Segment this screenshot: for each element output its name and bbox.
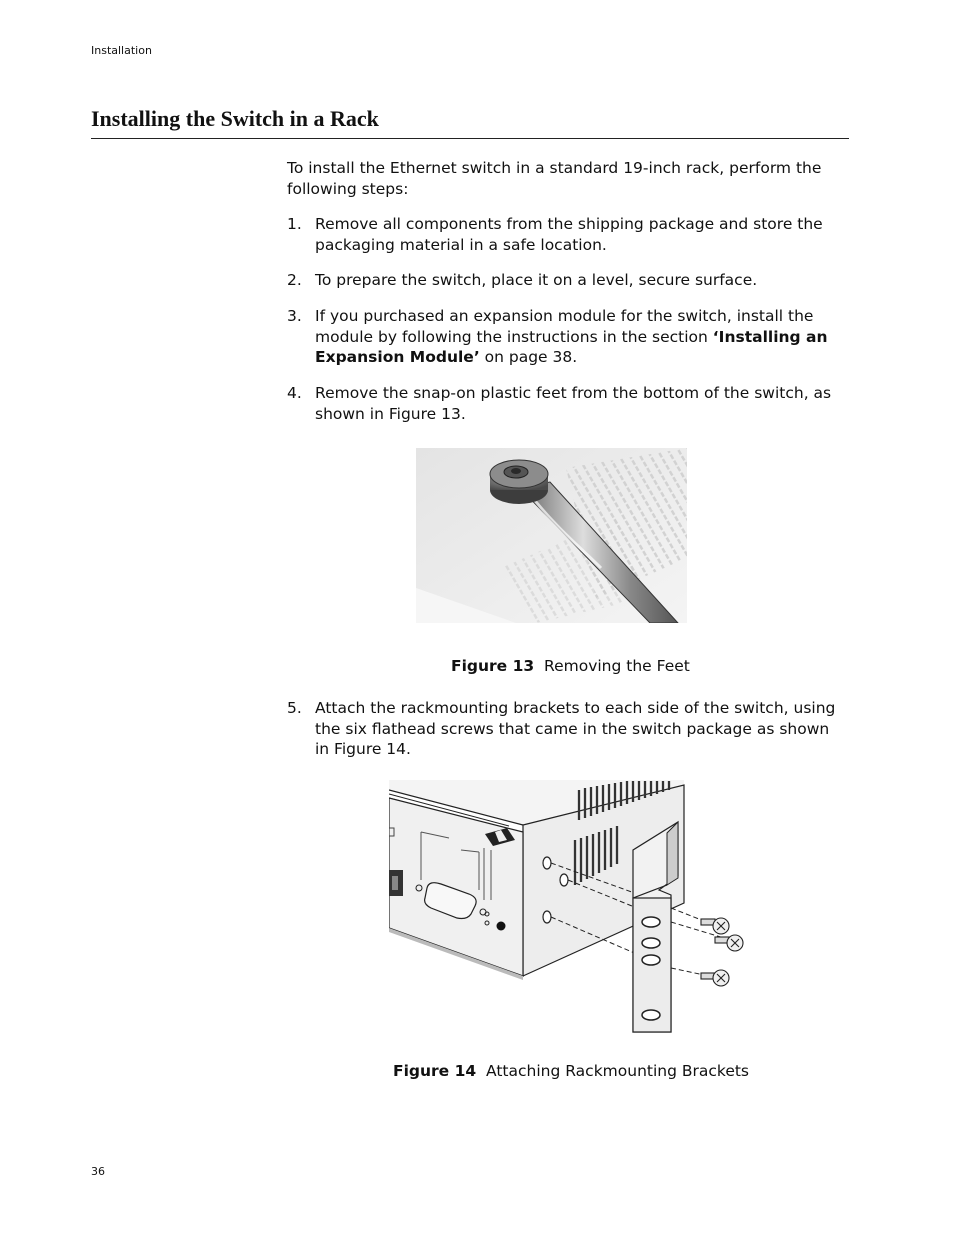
figure-caption-text: Removing the Feet: [544, 657, 690, 675]
page-number: 36: [91, 1165, 105, 1178]
figure-label: Figure 13: [451, 657, 535, 675]
step-4: [287, 383, 847, 424]
step-text-after: on page 38.: [479, 348, 578, 366]
cross-reference-link[interactable]: ‘Installing an Expansion Module’: [315, 327, 828, 366]
intro-paragraph: To install the Ethernet switch in a standard 19-inch rack, perform the following steps:: [287, 159, 822, 198]
step-number: 1.: [287, 215, 302, 233]
step-2: [287, 270, 847, 291]
step-text: To prepare the switch, place it on a level, secure surface.: [315, 271, 758, 289]
figure-label: Figure 14: [393, 1062, 477, 1080]
section-title: Installing the Switch in a Rack: [91, 106, 379, 131]
figure-14-illustration: [389, 780, 759, 1035]
step-text-before: If you purchased an expansion module for the switch, install the module by following the instructions in the section: [315, 307, 814, 346]
step-3: [287, 306, 847, 368]
figure-14-caption: [393, 1062, 749, 1080]
step-number: 4.: [287, 384, 302, 402]
step-number: 5.: [287, 699, 302, 717]
figure-caption-text: Attaching Rackmounting Brackets: [486, 1062, 750, 1080]
step-1: [287, 214, 847, 255]
step-number: 2.: [287, 271, 302, 289]
step-text: Attach the rackmounting brackets to each side of the switch, using the six flathead screws that came in the switch package as shown in Figure 14.: [315, 699, 836, 758]
title-rule: [91, 138, 849, 139]
step-text: [315, 306, 847, 368]
step-text: Remove all components from the shipping package and store the packaging material in a safe location.: [315, 215, 823, 254]
step-text: Remove the snap-on plastic feet from the bottom of the switch, as shown in Figure 13.: [315, 384, 832, 423]
step-5: [287, 698, 847, 760]
figure-13-illustration: [416, 448, 687, 623]
step-number: 3.: [287, 307, 302, 325]
running-head: Installation: [91, 44, 152, 57]
figure-13-caption: [451, 657, 690, 675]
